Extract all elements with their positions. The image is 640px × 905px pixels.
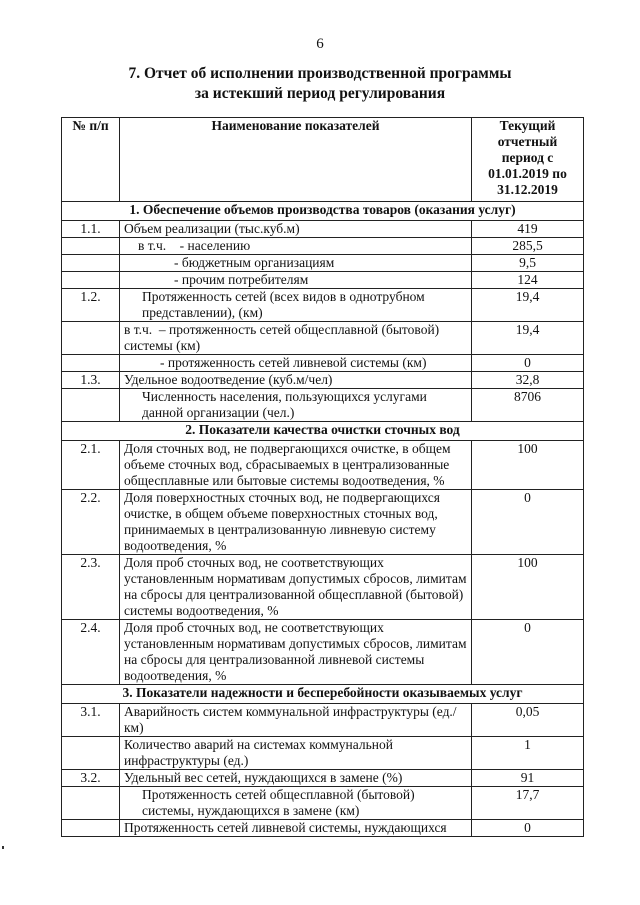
- table-row: [62, 770, 584, 787]
- header-period-line: период с: [501, 150, 554, 165]
- row-number: 2.1.: [62, 441, 120, 490]
- row-number: 3.1.: [62, 704, 120, 737]
- row-value: 285,5: [472, 238, 584, 255]
- row-value: 100: [472, 441, 584, 490]
- row-number: [62, 787, 120, 820]
- row-value: 19,4: [472, 322, 584, 355]
- row-value: 1: [472, 737, 584, 770]
- table-row: [62, 490, 584, 555]
- row-name: - бюджетным организациям: [120, 255, 472, 272]
- table-row: [62, 555, 584, 620]
- table-row: [62, 737, 584, 770]
- table-row: [62, 704, 584, 737]
- table-row: [62, 322, 584, 355]
- header-indicator-name: Наименование показателей: [120, 118, 472, 202]
- header-number: № п/п: [62, 118, 120, 202]
- row-number: [62, 238, 120, 255]
- table-row: [62, 787, 584, 820]
- row-value: 100: [472, 555, 584, 620]
- row-name: Количество аварий на системах коммунальной инфраструктуры (ед.): [120, 737, 472, 770]
- table-row: [62, 372, 584, 389]
- row-number: 2.4.: [62, 620, 120, 685]
- row-name: Доля проб сточных вод, не соответствующих установленным нормативам допустимых сбросов, лимитам на сбросы для централизованной общесплавной (бытовой) системы водоотведения, %: [120, 555, 472, 620]
- row-name: Протяженность сетей общесплавной (бытовой) системы, нуждающихся в замене (км): [120, 787, 472, 820]
- table-row: [62, 389, 584, 422]
- row-name: Объем реализации (тыс.куб.м): [120, 221, 472, 238]
- table-row: [62, 820, 584, 837]
- row-name: в т.ч. – протяженность сетей общесплавной (бытовой) системы (км): [120, 322, 472, 355]
- row-name: в т.ч. - населению: [120, 238, 472, 255]
- row-number: [62, 737, 120, 770]
- row-value: 0: [472, 620, 584, 685]
- row-number: [62, 355, 120, 372]
- header-period-line: 01.01.2019 по: [488, 166, 567, 181]
- row-number: [62, 820, 120, 837]
- row-number: 1.2.: [62, 289, 120, 322]
- table-header-row: [62, 118, 584, 202]
- section-title: 2. Показатели качества очистки сточных вод: [62, 422, 584, 441]
- row-number: [62, 272, 120, 289]
- row-name: - протяженность сетей ливневой системы (км): [120, 355, 472, 372]
- row-name: Протяженность сетей (всех видов в однотрубном представлении), (км): [120, 289, 472, 322]
- header-period-line: отчетный: [497, 134, 558, 149]
- header-period-line: Текущий: [499, 118, 556, 133]
- section-row: [62, 202, 584, 221]
- scan-margin-mark: [2, 846, 4, 849]
- row-value: 19,4: [472, 289, 584, 322]
- section-title: 3. Показатели надежности и бесперебойности оказываемых услуг: [62, 685, 584, 704]
- row-number: [62, 389, 120, 422]
- row-value: 32,8: [472, 372, 584, 389]
- row-value: 0,05: [472, 704, 584, 737]
- row-value: 0: [472, 490, 584, 555]
- row-name: Доля проб сточных вод, не соответствующих установленным нормативам допустимых сбросов, лимитам на сбросы для централизованной ливневой системы водоотведения, %: [120, 620, 472, 685]
- row-name: Протяженность сетей ливневой системы, нуждающихся: [120, 820, 472, 837]
- report-title: [0, 64, 640, 104]
- table-row: [62, 221, 584, 238]
- row-number: 2.3.: [62, 555, 120, 620]
- table-row: [62, 238, 584, 255]
- row-value: 91: [472, 770, 584, 787]
- row-name: - прочим потребителям: [120, 272, 472, 289]
- row-name: Доля сточных вод, не подвергающихся очистке, в общем объеме сточных вод, сбрасываемых в централизованные общесплавные или бытовые системы водоотведения, %: [120, 441, 472, 490]
- row-number: [62, 255, 120, 272]
- row-number: 1.1.: [62, 221, 120, 238]
- row-number: 1.3.: [62, 372, 120, 389]
- row-value: 419: [472, 221, 584, 238]
- row-value: 0: [472, 820, 584, 837]
- row-name: Удельный вес сетей, нуждающихся в замене (%): [120, 770, 472, 787]
- table-row: [62, 620, 584, 685]
- table-row: [62, 355, 584, 372]
- row-value: 0: [472, 355, 584, 372]
- row-value: 17,7: [472, 787, 584, 820]
- section-row: [62, 685, 584, 704]
- table-row: [62, 289, 584, 322]
- row-name: Численность населения, пользующихся услугами данной организации (чел.): [120, 389, 472, 422]
- section-title: 1. Обеспечение объемов производства товаров (оказания услуг): [62, 202, 584, 221]
- header-period-line: 31.12.2019: [497, 182, 558, 197]
- row-name: Аварийность систем коммунальной инфраструктуры (ед./км): [120, 704, 472, 737]
- section-row: [62, 422, 584, 441]
- report-title-line-1: 7. Отчет об исполнении производственной программы: [128, 65, 512, 82]
- table-row: [62, 441, 584, 490]
- table-row: [62, 255, 584, 272]
- page-number: 6: [316, 36, 324, 52]
- row-value: 9,5: [472, 255, 584, 272]
- production-program-table: [61, 117, 584, 837]
- row-number: 2.2.: [62, 490, 120, 555]
- row-name: Удельное водоотведение (куб.м/чел): [120, 372, 472, 389]
- header-current-period: [472, 118, 584, 202]
- table-row: [62, 272, 584, 289]
- row-number: 3.2.: [62, 770, 120, 787]
- report-title-line-2: за истекший период регулирования: [194, 85, 446, 102]
- row-number: [62, 322, 120, 355]
- row-value: 8706: [472, 389, 584, 422]
- row-value: 124: [472, 272, 584, 289]
- row-name: Доля поверхностных сточных вод, не подвергающихся очистке, в общем объеме поверхностных сточных вод, принимаемых в централизованную ливневую систему водоотведения, %: [120, 490, 472, 555]
